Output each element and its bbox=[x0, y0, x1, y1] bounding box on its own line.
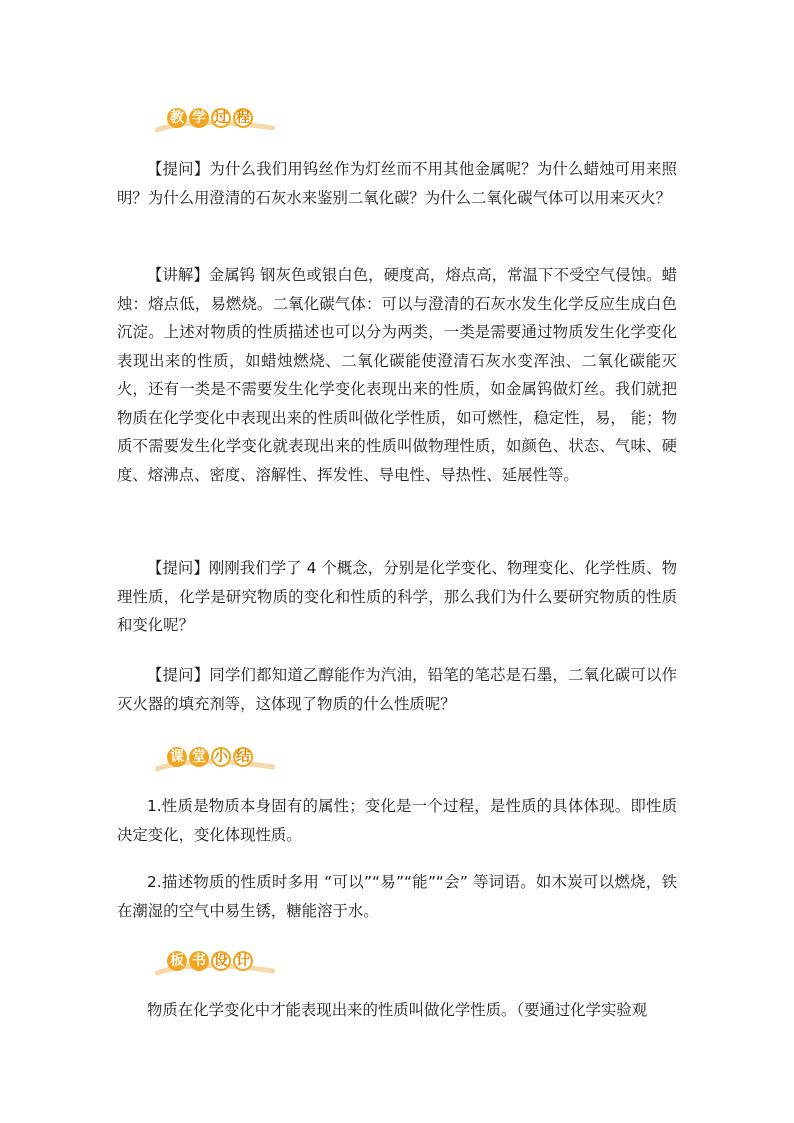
paragraph-tag: 【提问】 bbox=[147, 160, 210, 178]
section-char: 课 bbox=[167, 747, 187, 767]
section-char: 小 bbox=[211, 747, 231, 767]
board-design-text bbox=[117, 996, 677, 1025]
paragraph-question-1 bbox=[117, 155, 677, 212]
section-char: 计 bbox=[233, 951, 253, 971]
summary-item-2 bbox=[117, 868, 677, 925]
section-char: 程 bbox=[233, 108, 253, 128]
paragraph-tag: 【提问】 bbox=[147, 559, 209, 577]
paragraph-question-3 bbox=[117, 661, 677, 718]
summary-item-1 bbox=[117, 792, 677, 849]
section-char: 堂 bbox=[189, 747, 209, 767]
paragraph-text: 金属钨 钢灰色或银白色，硬度高，熔点高，常温下不受空气侵蚀。蜡烛：熔点低，易燃烧。二氧化碳气体：可以与澄清的石灰水发生化学反应生成白色沉淀。上述对物质的性质描述也可以分为两类，一类是需要通过物质发生化学变化表现出来的性质，如蜡烛燃烧、二氧化碳能使澄清石灰水变浑浊、二氧化碳能灭火，还有一类是不需要发生化学变化表现出来的性质，如金属钨做灯丝。我们就把物质在化学变化中表现出来的性质叫做化学性质，如可燃性，稳定性，易， 能；物质不需要发生化学变化就表现出来的性质叫做物理性质，如颜色、状态、气味、硬度、熔沸点、密度、溶解性、挥发性、导电性、导热性、延展性等。 bbox=[117, 266, 677, 484]
section-char: 过 bbox=[211, 108, 231, 128]
paragraph-tag: 【提问】 bbox=[147, 666, 210, 684]
section-header-class-summary bbox=[155, 741, 275, 775]
section-char: 书 bbox=[189, 951, 209, 971]
section-char: 设 bbox=[211, 951, 231, 971]
paragraph-explanation bbox=[117, 261, 677, 489]
paragraph-text: 物质在化学变化中才能表现出来的性质叫做化学性质。（要通过化学实验观 bbox=[147, 1001, 648, 1019]
paragraph-text: 为什么我们用钨丝作为灯丝而不用其他金属呢？为什么蜡烛可用来照明？为什么用澄清的石灰水来鉴别二氧化碳？为什么二氧化碳气体可以用来灭火？ bbox=[117, 160, 677, 207]
section-header-board-design bbox=[155, 945, 275, 979]
paragraph-tag: 【讲解】 bbox=[147, 266, 209, 284]
paragraph-text: 同学们都知道乙醇能作为汽油，铅笔的笔芯是石墨，二氧化碳可以作灭火器的填充剂等，这体现了物质的什么性质呢？ bbox=[117, 666, 677, 713]
section-char: 学 bbox=[189, 108, 209, 128]
section-char: 板 bbox=[167, 951, 187, 971]
paragraph-text: 1.性质是物质本身固有的属性；变化是一个过程，是性质的具体体现。即性质决定变化，变化体现性质。 bbox=[117, 797, 677, 844]
paragraph-text: 2.描述物质的性质时多用 “可以”“易”“能”“会” 等词语。如木炭可以燃烧，铁在潮湿的空气中易生锈，糖能溶于水。 bbox=[117, 873, 677, 920]
section-char: 结 bbox=[233, 747, 253, 767]
paragraph-question-2 bbox=[117, 554, 677, 640]
section-char: 教 bbox=[167, 108, 187, 128]
paragraph-text: 刚刚我们学了 4 个概念，分别是化学变化、物理变化、化学性质、物理性质，化学是研究物质的变化和性质的科学，那么我们为什么要研究物质的性质和变化呢？ bbox=[117, 559, 677, 634]
section-header-teaching-process bbox=[155, 102, 275, 136]
